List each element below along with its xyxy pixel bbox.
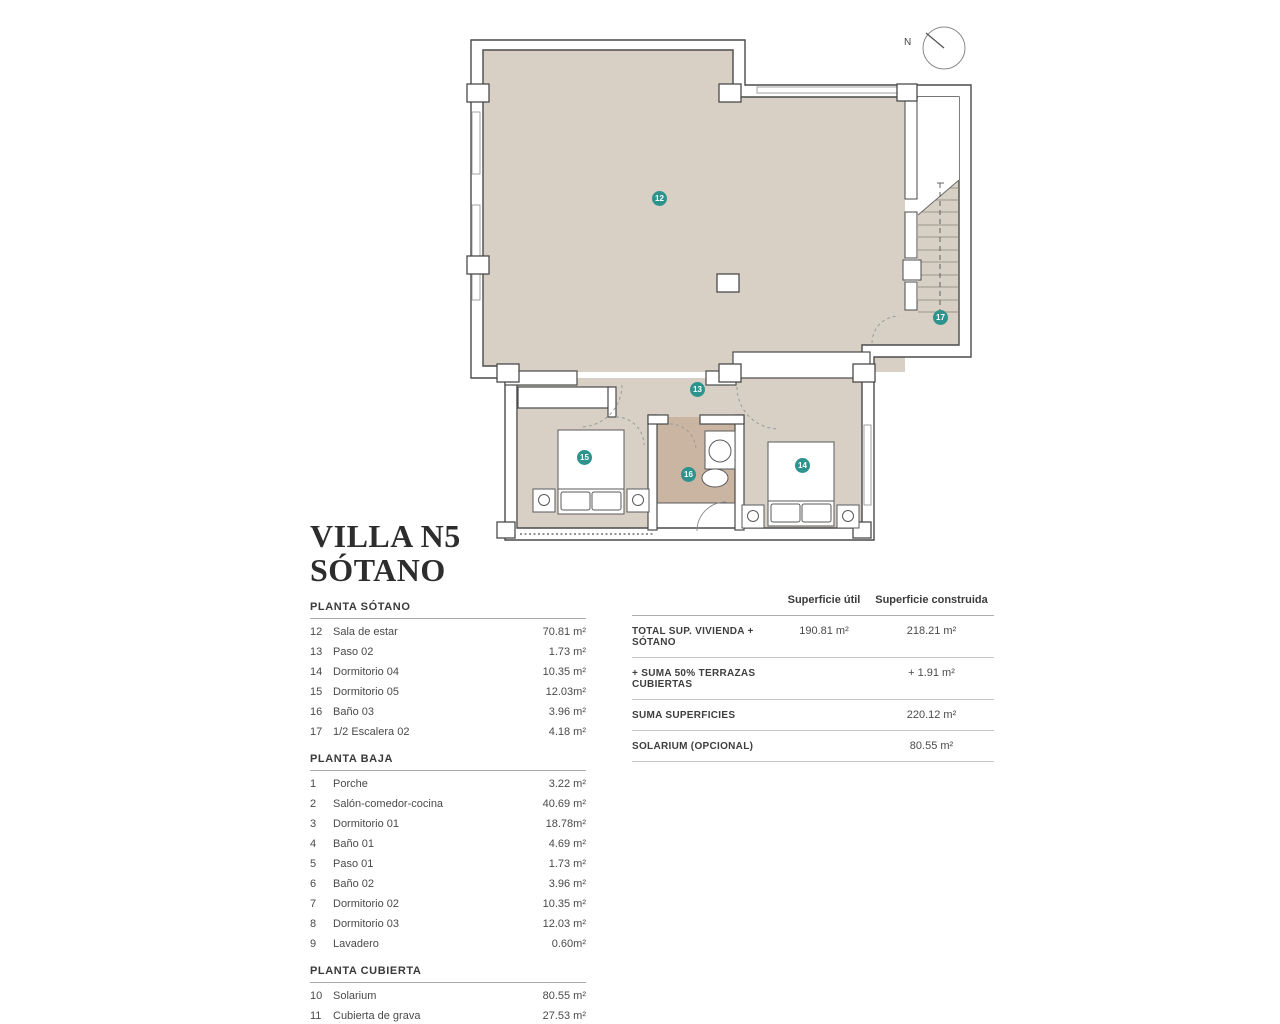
room-area: 3.22 m²: [548, 777, 586, 790]
room-number: 2: [310, 797, 317, 810]
summary-label: TOTAL SUP. VIVIENDA + SÓTANO: [632, 626, 754, 648]
room-area: 4.18 m²: [548, 725, 586, 738]
room-number: 4: [310, 837, 317, 850]
room-area: 80.55 m²: [542, 989, 586, 1002]
room-name: Paso 01: [333, 857, 374, 870]
table-row: [310, 794, 586, 814]
section-header-cubierta: PLANTA CUBIERTA: [310, 965, 586, 983]
summary-label: + SUMA 50% TERRAZAS CUBIERTAS: [632, 668, 756, 690]
room-area: 27.53 m²: [542, 1009, 586, 1022]
room-name: Paso 02: [333, 645, 374, 658]
table-row: [310, 774, 586, 794]
room-number: 14: [310, 665, 323, 678]
room-marker-17: 17: [933, 310, 948, 325]
room-marker-16: 16: [681, 467, 696, 482]
room-area: 40.69 m²: [542, 797, 586, 810]
room-number: 3: [310, 817, 317, 830]
room-name: Solarium: [333, 989, 377, 1002]
room-name: Salón-comedor-cocina: [333, 797, 444, 810]
table-row: [310, 914, 586, 934]
room-marker-12: 12: [652, 191, 667, 206]
table-row: [310, 934, 586, 954]
room-name: Baño 02: [333, 877, 374, 890]
room-name: Baño 01: [333, 837, 374, 850]
room-number: 17: [310, 725, 323, 738]
summary-row: [632, 731, 994, 762]
section-header-sotano: PLANTA SÓTANO: [310, 601, 586, 619]
table-row: [310, 622, 586, 642]
summary-row: [632, 616, 994, 658]
table-row: [310, 814, 586, 834]
table-row: [310, 682, 586, 702]
room-area: 12.03 m²: [542, 917, 586, 930]
room-area: 3.96 m²: [548, 877, 586, 890]
room-area: 18.78m²: [545, 817, 586, 830]
room-name: Dormitorio 05: [333, 685, 400, 698]
room-area: 4.69 m²: [548, 837, 586, 850]
section-rows-cubierta: [310, 983, 586, 1024]
room-marker-15: 15: [577, 450, 592, 465]
room-name: Dormitorio 03: [333, 917, 400, 930]
section-rows-baja: [310, 771, 586, 954]
floor-plan-svg: [440, 20, 1000, 560]
summary-row: [632, 700, 994, 731]
room-number: 6: [310, 877, 317, 890]
summary-construida-value: + 1.91 m²: [908, 667, 955, 679]
table-row: [310, 894, 586, 914]
room-area: 10.35 m²: [542, 665, 586, 678]
room-number: 1: [310, 777, 317, 790]
room-number: 12: [310, 625, 323, 638]
summary-label: SUMA SUPERFICIES: [632, 710, 736, 721]
summary-header-row: [632, 594, 994, 616]
room-name: Lavadero: [333, 937, 379, 950]
room-name: Dormitorio 04: [333, 665, 400, 678]
room-area: 3.96 m²: [548, 705, 586, 718]
room-number: 9: [310, 937, 317, 950]
surface-summary-table: [632, 594, 994, 762]
room-name: Porche: [333, 777, 368, 790]
room-number: 5: [310, 857, 317, 870]
room-number: 16: [310, 705, 323, 718]
compass-icon: [904, 27, 965, 69]
table-row: [310, 1006, 586, 1024]
room-area: 1.73 m²: [548, 857, 586, 870]
table-row: [310, 662, 586, 682]
room-name: Dormitorio 01: [333, 817, 400, 830]
floor-plan: [440, 20, 1000, 560]
summary-row: [632, 658, 994, 700]
room-area: 1.73 m²: [548, 645, 586, 658]
room-number: 8: [310, 917, 317, 930]
room-area: 10.35 m²: [542, 897, 586, 910]
room-marker-14: 14: [795, 458, 810, 473]
table-row: [310, 986, 586, 1006]
compass-north-label: N: [904, 37, 912, 48]
room-name: 1/2 Escalera 02: [333, 725, 410, 738]
summary-col-construida: Superficie construida: [875, 594, 988, 606]
room-number: 10: [310, 989, 323, 1002]
room-marker-13: 13: [690, 382, 705, 397]
room-area: 70.81 m²: [542, 625, 586, 638]
title-line-2: SÓTANO: [310, 551, 446, 588]
room-number: 7: [310, 897, 317, 910]
room-name: Cubierta de grava: [333, 1009, 421, 1022]
section-rows-sotano: [310, 619, 586, 742]
legend-panel: [310, 520, 586, 1024]
summary-construida-value: 220.12 m²: [906, 709, 957, 721]
table-row: [310, 702, 586, 722]
room-number: 11: [310, 1009, 322, 1022]
table-row: [310, 854, 586, 874]
room-name: Baño 03: [333, 705, 374, 718]
table-row: [310, 722, 586, 742]
room-name: Sala de estar: [333, 625, 398, 638]
room-area: 0.60m²: [551, 937, 586, 950]
table-row: [310, 834, 586, 854]
table-row: [310, 874, 586, 894]
table-row: [310, 642, 586, 662]
room-name: Dormitorio 02: [333, 897, 400, 910]
room-number: 15: [310, 685, 323, 698]
summary-label: SOLARIUM (OPCIONAL): [632, 741, 754, 752]
summary-col-util: Superficie útil: [787, 594, 861, 606]
summary-construida-value: 218.21 m²: [906, 625, 957, 637]
section-header-baja: PLANTA BAJA: [310, 753, 586, 771]
title-line-1: VILLA N5: [310, 518, 461, 554]
page-title: [310, 520, 586, 588]
room-area: 12.03m²: [545, 685, 586, 698]
summary-util-value: 190.81 m²: [799, 625, 849, 637]
summary-construida-value: 80.55 m²: [909, 740, 954, 752]
room-number: 13: [310, 645, 323, 658]
